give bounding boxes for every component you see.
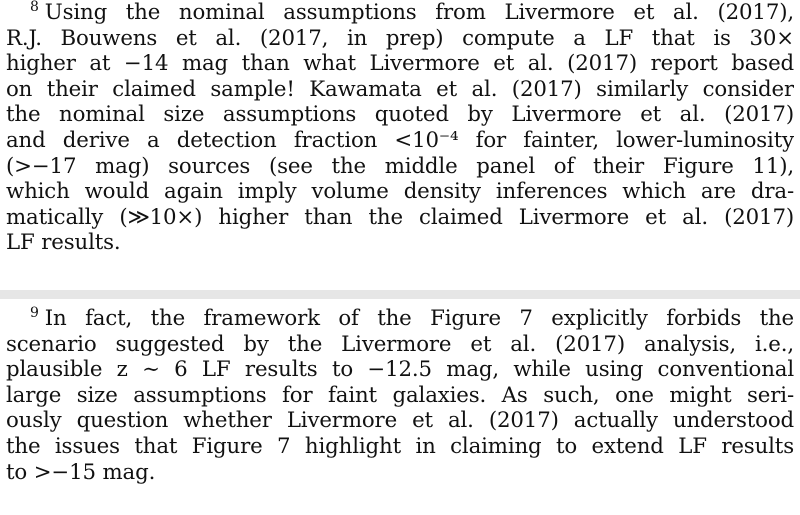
- footnote-line: and derive a detection fraction <10⁻⁴ for fainter, lower-luminosity: [6, 127, 794, 153]
- footnote-line: on their claimed sample! Kawamata et al. (2017) similarly consider: [6, 76, 794, 102]
- footnote-line: large size assumptions for faint galaxies. As such, one might seri-: [6, 382, 794, 408]
- footnote-line: higher at −14 mag than what Livermore et al. (2017) report based: [6, 51, 794, 77]
- footnote-line: the nominal size assumptions quoted by Livermore et al. (2017): [6, 102, 794, 128]
- footnote-marker: 8: [30, 0, 39, 15]
- footnote-line: matically (≫10×) higher than the claimed Livermore et al. (2017): [6, 204, 794, 230]
- section-divider: [0, 290, 800, 299]
- footnote-line: the issues that Figure 7 highlight in claiming to extend LF results: [6, 433, 794, 459]
- footnote-marker: 9: [30, 306, 39, 321]
- footnote-line: $^8$ Using the nominal assumptions from Livermore et al. (2017),: [30, 0, 794, 25]
- footnote-line: (>−17 mag) sources (see the middle panel of their Figure 11),: [6, 153, 794, 179]
- footnote-line: scenario suggested by the Livermore et al. (2017) analysis, i.e.,: [6, 331, 794, 357]
- footnote-9: [6, 306, 794, 485]
- footnote-line: to >−15 mag.: [6, 459, 156, 485]
- footnote-line: which would again imply volume density inferences which are dra-: [6, 179, 794, 205]
- footnote-line: $^9$ In fact, the framework of the Figure 7 explicitly forbids the: [30, 306, 794, 331]
- footnote-8: [6, 0, 794, 256]
- footnote-line: plausible z ∼ 6 LF results to −12.5 mag, while using conventional: [6, 357, 794, 383]
- footnote-line: LF results.: [6, 230, 121, 256]
- footnote-line: ously question whether Livermore et al. (2017) actually understood: [6, 408, 794, 434]
- footnote-line: R.J. Bouwens et al. (2017, in prep) compute a LF that is 30×: [6, 25, 794, 51]
